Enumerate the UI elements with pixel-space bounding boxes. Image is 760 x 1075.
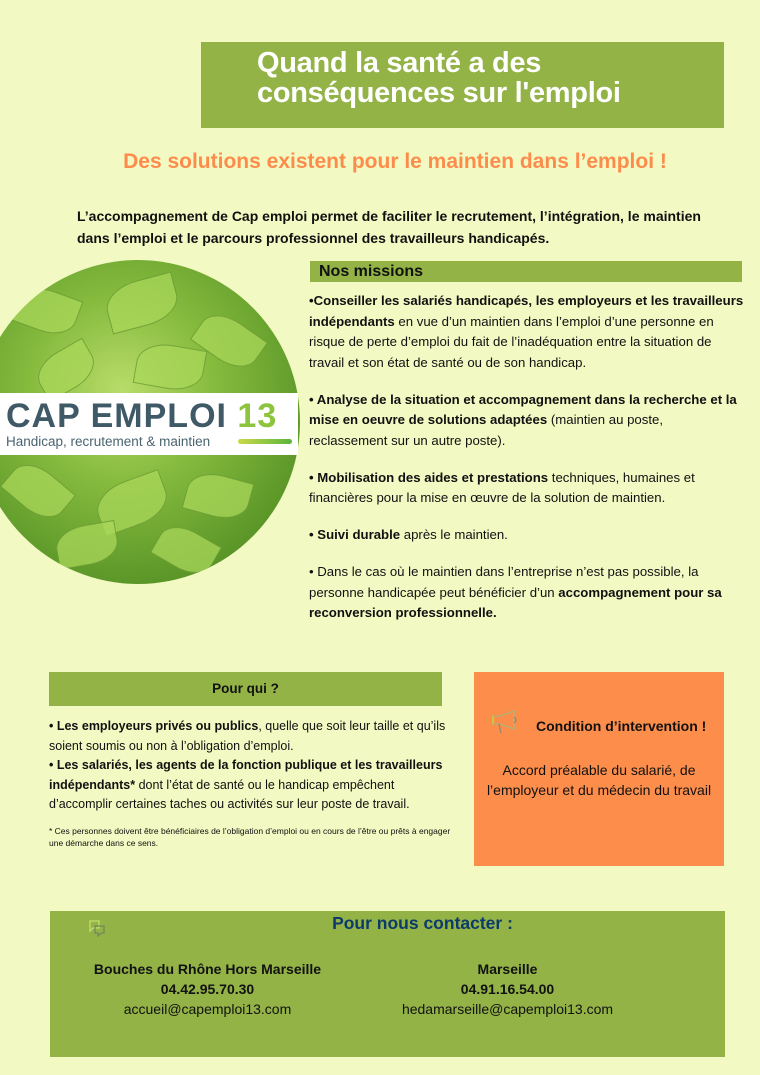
condition-text: Accord préalable du salarié, de l’employeur et du médecin du travail xyxy=(486,762,712,798)
footnote: * Ces personnes doivent être bénéficiaires de l’obligation d’emploi ou en cours de l’être ou prêts à engager une démarche dans ce sens. xyxy=(49,826,451,848)
title-line-1: Quand la santé a des xyxy=(257,47,542,79)
contact-title: Pour nous contacter : xyxy=(332,913,513,933)
megaphone-icon xyxy=(490,708,520,736)
mission-item: • Suivi durable après le maintien. xyxy=(309,527,508,542)
office-phone[interactable]: 04.91.16.54.00 xyxy=(460,981,555,997)
logo-tagline: Handicap, recrutement & maintien xyxy=(6,434,211,449)
office-name: Bouches du Rhône Hors Marseille xyxy=(93,961,322,977)
condition-title: Condition d’intervention ! xyxy=(536,718,707,734)
mission-item: • Dans le cas où le maintien dans l’entreprise n’est pas possible, la personne handicapée peut bénéficier d’un accompagnement pour sa reconversion professionnelle. xyxy=(309,564,722,620)
cap-emploi-logo xyxy=(0,393,298,455)
pour-qui-heading: Pour qui ? xyxy=(49,672,442,706)
title-line-2: conséquences sur l'emploi xyxy=(257,77,621,109)
office-phone[interactable]: 04.42.95.70.30 xyxy=(160,981,255,997)
condition-box xyxy=(474,672,724,866)
intro-text: L’accompagnement de Cap emploi permet de faciliter le recrutement, l’intégration, le maintien dans l’emploi et le parcours professionnel des travailleurs handicapés. xyxy=(77,208,701,246)
office-name: Marseille xyxy=(477,961,538,977)
office-marseille xyxy=(370,959,645,1019)
mission-item: •Conseiller les salariés handicapés, les employeurs et les travailleurs indépendants en vue d’un maintien dans l’emploi d’une personne en risque de perte d’emploi du fait de l’inadéquation entre la situation de travail et son état de santé ou de son handicap. xyxy=(309,293,744,370)
office-hors-marseille xyxy=(80,959,335,1019)
pour-qui-list xyxy=(49,717,449,815)
logo-number: 13 xyxy=(237,397,278,435)
pour-qui-item: • Les salariés, les agents de la fonction publique et les travailleurs indépendants* dont l’état de santé ou le handicap empêchent d’accomplir certaines taches ou activités sur leur poste de travail. xyxy=(49,758,443,811)
logo-bar xyxy=(238,439,292,444)
office-email[interactable]: accueil@capemploi13.com xyxy=(123,1001,292,1017)
page-title xyxy=(257,48,621,108)
header-banner xyxy=(201,42,724,128)
missions-heading: Nos missions xyxy=(310,261,742,282)
contact-box xyxy=(50,911,725,1057)
pour-qui-item: • Les employeurs privés ou publics, quelle que soit leur taille et qu’ils soient soumis ou non à l’obligation d’emploi. xyxy=(49,719,446,753)
mission-item: • Analyse de la situation et accompagnement dans la recherche et la mise en oeuvre de solutions adaptées (maintien au poste, reclassement sur un autre poste). xyxy=(309,391,737,448)
missions-list xyxy=(309,291,744,640)
office-email[interactable]: hedamarseille@capemploi13.com xyxy=(401,1001,614,1017)
subtitle: Des solutions existent pour le maintien dans l’emploi ! xyxy=(123,150,667,173)
logo-text: CAP EMPLOI xyxy=(6,397,227,435)
mission-item: • Mobilisation des aides et prestations techniques, humaines et financières pour la mise en œuvre de la solution de maintien. xyxy=(309,469,695,505)
